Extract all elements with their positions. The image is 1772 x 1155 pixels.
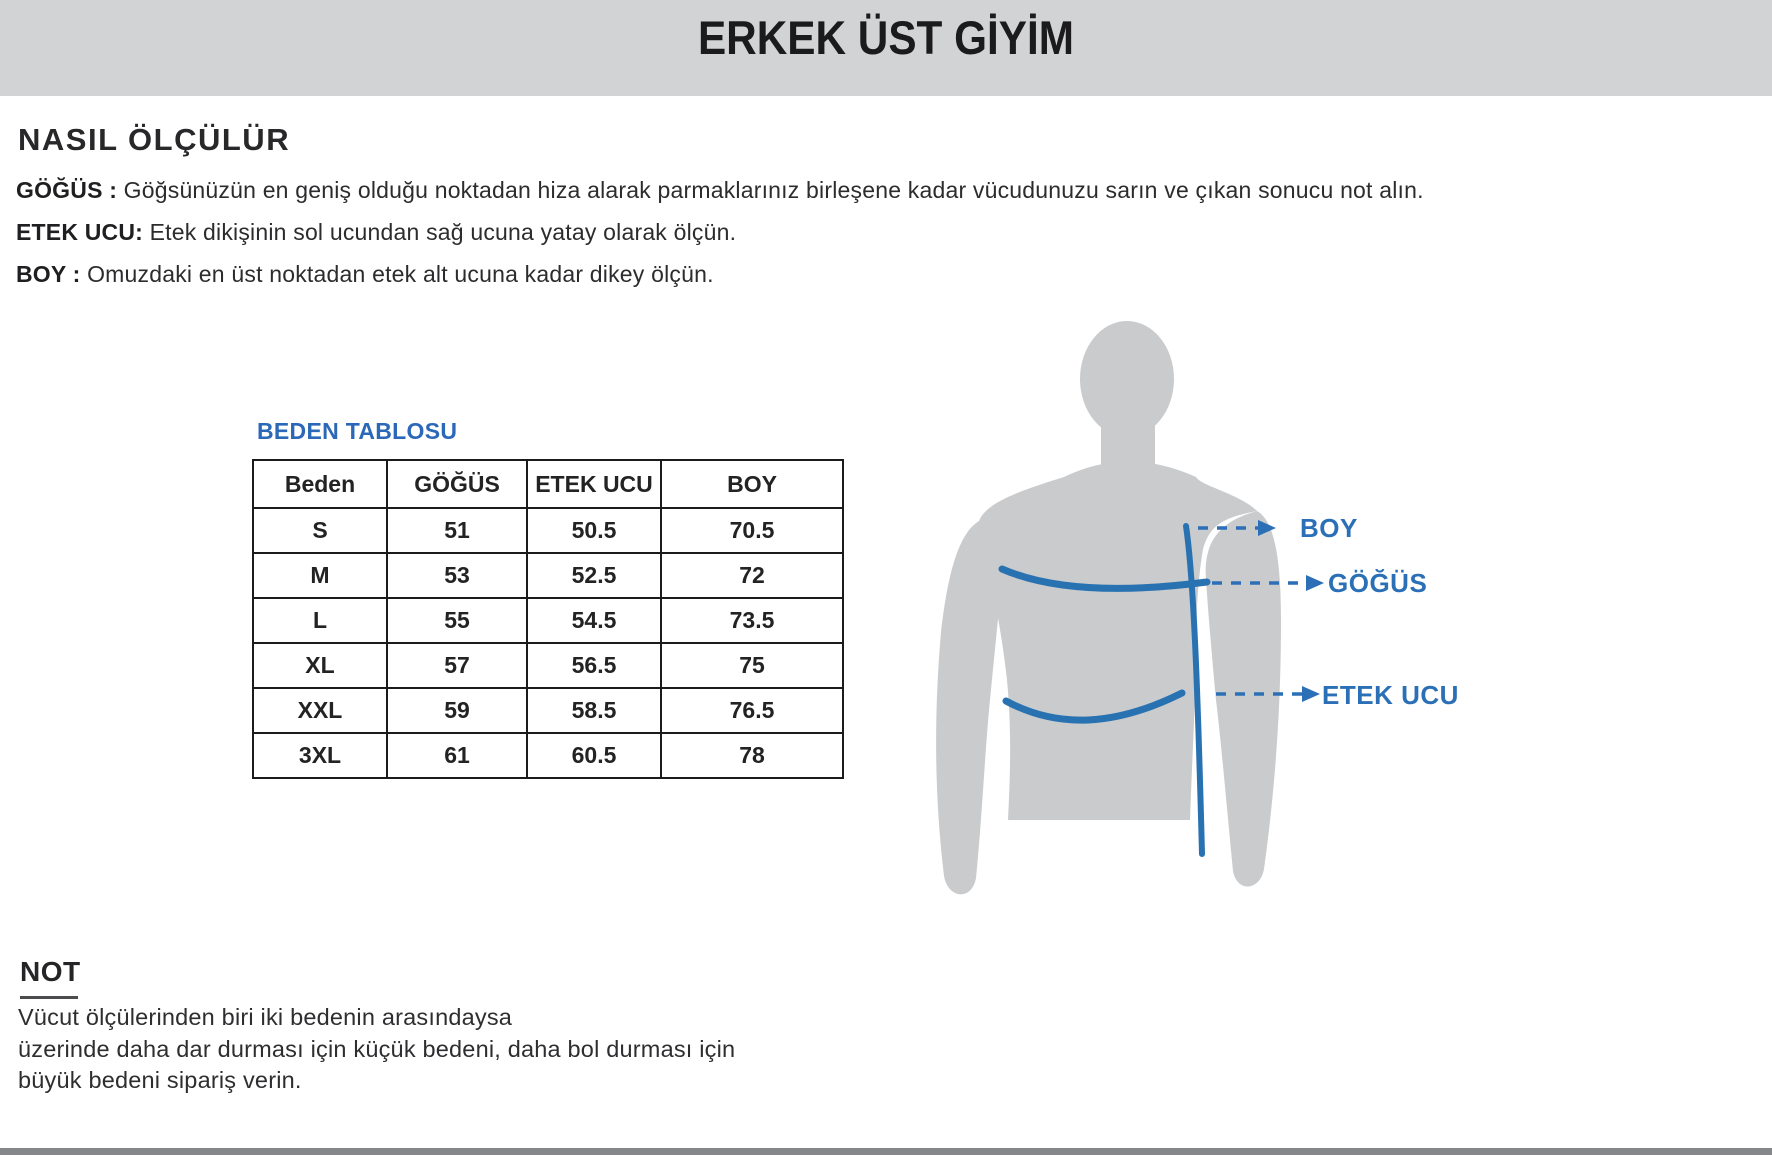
measure-term: GÖĞÜS : <box>16 177 124 203</box>
measurement-diagram <box>860 280 1330 970</box>
size-table-header-cell: Beden <box>253 460 387 508</box>
size-table-cell: 51 <box>387 508 527 553</box>
size-table-cell: M <box>253 553 387 598</box>
gogus-arrow-head <box>1306 575 1324 591</box>
size-table-header-cell: GÖĞÜS <box>387 460 527 508</box>
size-table-header-cell: BOY <box>661 460 843 508</box>
size-table <box>252 459 844 779</box>
size-table-row <box>253 508 843 553</box>
etek-ucu-arrow-head <box>1302 686 1320 702</box>
size-table-cell: 3XL <box>253 733 387 778</box>
size-table-cell: 57 <box>387 643 527 688</box>
size-table-cell: 54.5 <box>527 598 661 643</box>
size-table-row <box>253 553 843 598</box>
size-table-cell: L <box>253 598 387 643</box>
size-table-header-cell: ETEK UCU <box>527 460 661 508</box>
size-table-body <box>253 508 843 778</box>
note-line: büyük bedeni sipariş verin. <box>18 1067 302 1093</box>
size-table-row <box>253 733 843 778</box>
note-text <box>18 1002 1118 1097</box>
size-table-row <box>253 598 843 643</box>
size-table-cell: 78 <box>661 733 843 778</box>
note-underline <box>20 996 78 999</box>
measure-term: ETEK UCU: <box>16 219 150 245</box>
measure-instruction <box>16 176 1716 204</box>
how-to-measure-heading: NASIL ÖLÇÜLÜR <box>18 122 291 157</box>
size-table-cell: 55 <box>387 598 527 643</box>
page-title: ERKEK ÜST GİYİM <box>697 11 1075 64</box>
size-table-cell: 76.5 <box>661 688 843 733</box>
note-heading: NOT <box>20 956 81 987</box>
size-table-cell: 58.5 <box>527 688 661 733</box>
size-table-cell: 72 <box>661 553 843 598</box>
size-table-row <box>253 643 843 688</box>
footer-strip <box>0 1148 1772 1155</box>
size-table-cell: S <box>253 508 387 553</box>
size-table-caption: BEDEN TABLOSU <box>257 418 458 444</box>
size-table-cell: 60.5 <box>527 733 661 778</box>
measure-instruction <box>16 218 1716 246</box>
size-table-cell: 56.5 <box>527 643 661 688</box>
size-table-cell: XL <box>253 643 387 688</box>
size-table-cell: XXL <box>253 688 387 733</box>
size-table-cell: 59 <box>387 688 527 733</box>
etek-ucu-label: ETEK UCU <box>1322 680 1459 710</box>
measure-term: BOY : <box>16 261 88 287</box>
note-line: Vücut ölçülerinden biri iki bedenin arasındaysa <box>18 1004 513 1030</box>
size-table-cell: 70.5 <box>661 508 843 553</box>
title-bar <box>0 0 1772 96</box>
size-table-cell: 50.5 <box>527 508 661 553</box>
size-table-cell: 52.5 <box>527 553 661 598</box>
measure-description: Etek dikişinin sol ucundan sağ ucuna yatay olarak ölçün. <box>149 219 737 245</box>
measure-description: Omuzdaki en üst noktadan etek alt ucuna kadar dikey ölçün. <box>87 261 714 287</box>
silhouette-shapes <box>936 321 1281 894</box>
boy-label: BOY <box>1300 513 1358 543</box>
size-table-row <box>253 688 843 733</box>
size-table-cell: 73.5 <box>661 598 843 643</box>
body-silhouette-illustration <box>860 280 1330 970</box>
size-table-cell: 61 <box>387 733 527 778</box>
measure-description: Göğsünüzün en geniş olduğu noktadan hiza alarak parmaklarınız birleşene kadar vücudunuzu sarın ve çıkan sonucu not alın. <box>123 177 1424 203</box>
size-table-cell: 53 <box>387 553 527 598</box>
gogus-label: GÖĞÜS <box>1328 568 1428 598</box>
size-table-cell: 75 <box>661 643 843 688</box>
note-line: üzerinde daha dar durması için küçük bedeni, daha bol durması için <box>18 1035 736 1062</box>
size-table-header-row <box>253 460 843 508</box>
